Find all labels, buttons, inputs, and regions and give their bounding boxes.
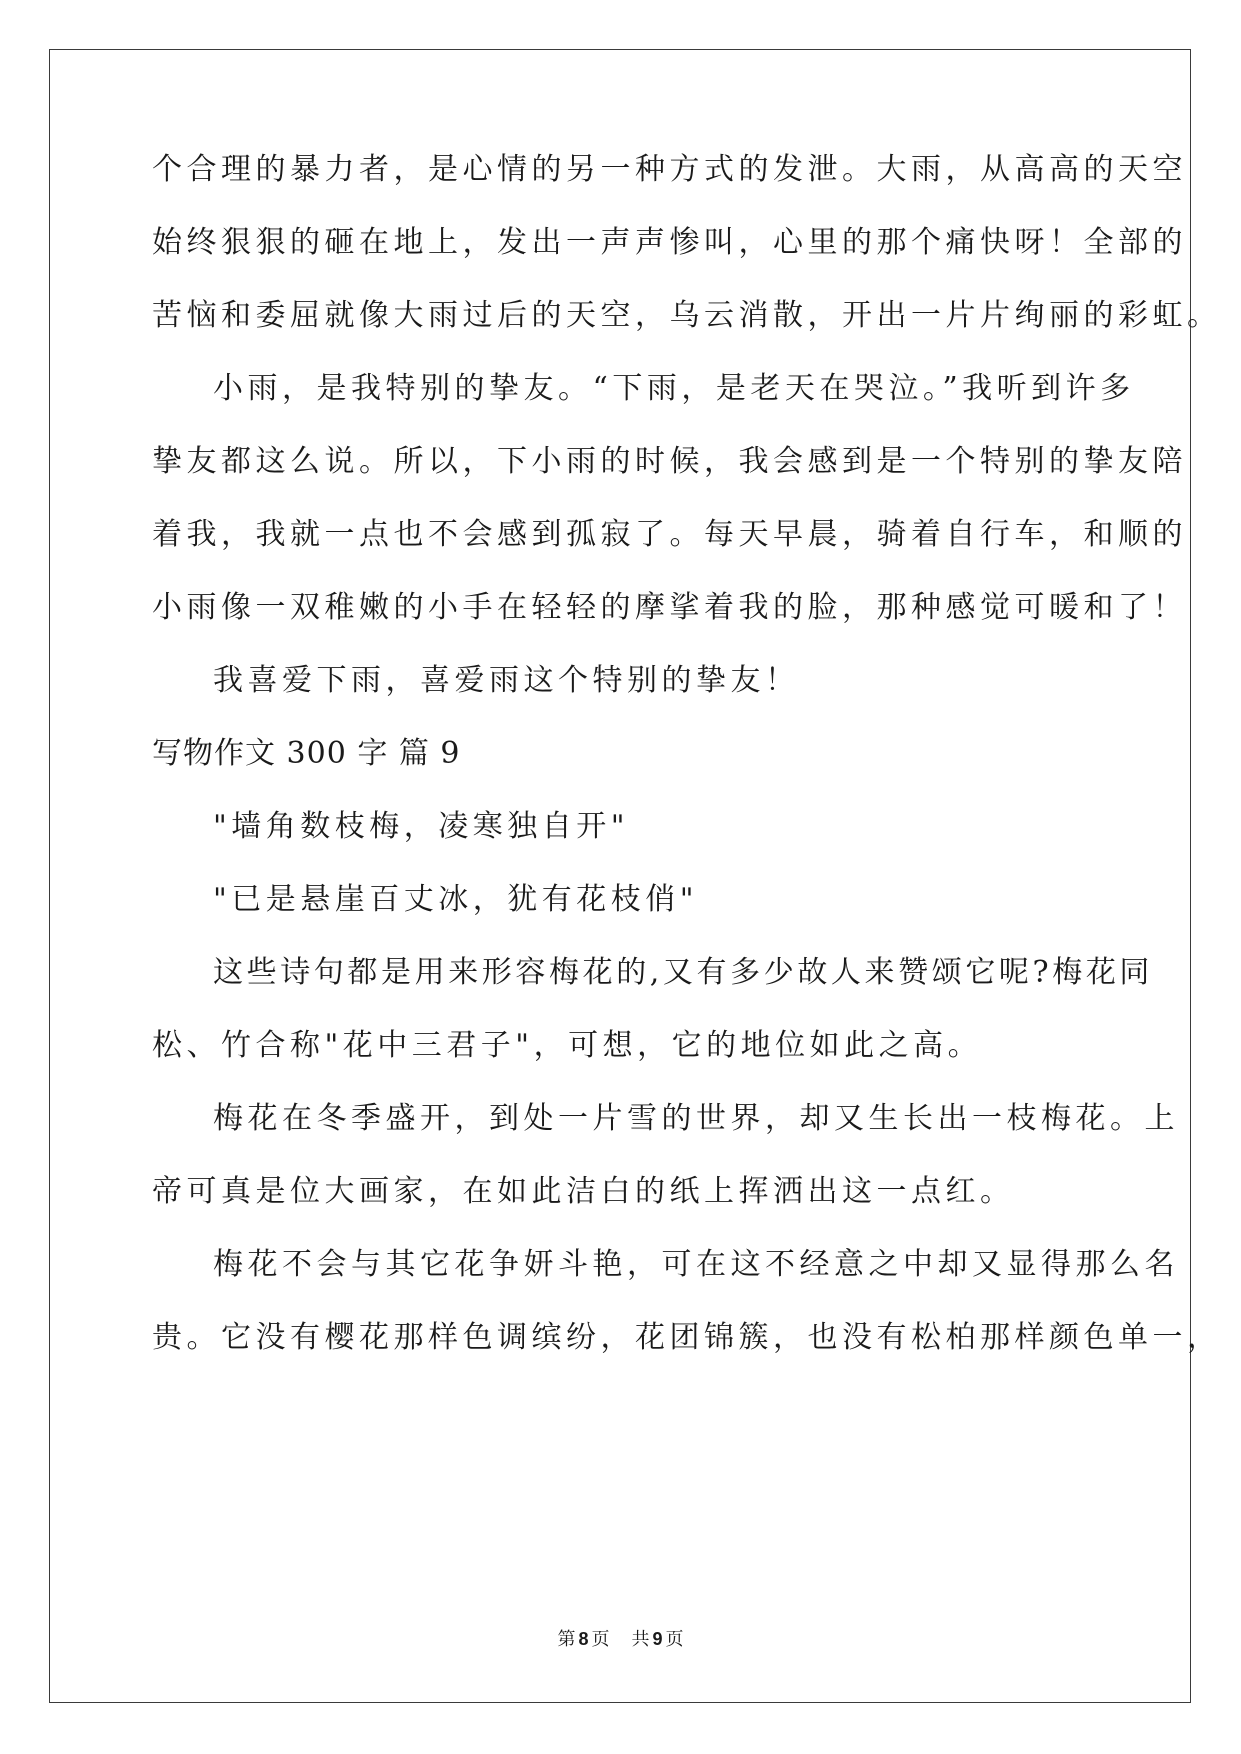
footer-prefix: 第 xyxy=(557,1629,576,1650)
body-line: 梅花不会与其它花争妍斗艳，可在这不经意之中却又显得那么名 xyxy=(213,1247,1179,1282)
footer-total-prefix: 共 xyxy=(631,1629,650,1650)
footer-total-suffix: 页 xyxy=(665,1629,684,1650)
poem-quote: "墙角数枝梅，凌寒独自开" xyxy=(213,809,630,844)
body-line: 始终狠狠的砸在地上，发出一声声惨叫，心里的那个痛快呀！全部的 xyxy=(152,225,1187,260)
section-heading: 写物作文 300 字 篇 9 xyxy=(152,736,461,771)
poem-quote: "已是悬崖百丈冰，犹有花枝俏" xyxy=(213,882,699,917)
body-line: 这些诗句都是用来形容梅花的,又有多少故人来赞颂它呢?梅花同 xyxy=(213,955,1154,990)
body-line: 小雨像一双稚嫩的小手在轻轻的摩挲着我的脸，那种感觉可暖和了！ xyxy=(152,590,1187,625)
footer-page-word: 页 xyxy=(591,1629,610,1650)
body-line: 贵。它没有樱花那样色调缤纷，花团锦簇，也没有松柏那样颜色单一， xyxy=(152,1320,1222,1355)
body-line: 着我，我就一点也不会感到孤寂了。每天早晨，骑着自行车，和顺的 xyxy=(152,517,1187,552)
body-line: 个合理的暴力者，是心情的另一种方式的发泄。大雨，从高高的天空 xyxy=(152,152,1187,187)
current-page-number: 8 xyxy=(578,1629,589,1649)
body-line: 挚友都这么说。所以，下小雨的时候，我会感到是一个特别的挚友陪 xyxy=(152,444,1187,479)
body-line: 梅花在冬季盛开，到处一片雪的世界，却又生长出一枝梅花。上 xyxy=(213,1101,1179,1136)
body-line: 苦恼和委屈就像大雨过后的天空，乌云消散，开出一片片绚丽的彩虹。 xyxy=(152,298,1222,333)
body-line: 帝可真是位大画家，在如此洁白的纸上挥洒出这一点红。 xyxy=(152,1174,1015,1209)
body-line: 我喜爱下雨，喜爱雨这个特别的挚友！ xyxy=(213,663,800,698)
page-footer xyxy=(0,1627,1241,1652)
body-line: 小雨，是我特别的挚友。“下雨，是老天在哭泣。”我听到许多 xyxy=(213,371,1135,406)
body-line: 松、竹合称"花中三君子"，可想，它的地位如此之高。 xyxy=(152,1028,983,1063)
total-page-number: 9 xyxy=(652,1629,663,1649)
